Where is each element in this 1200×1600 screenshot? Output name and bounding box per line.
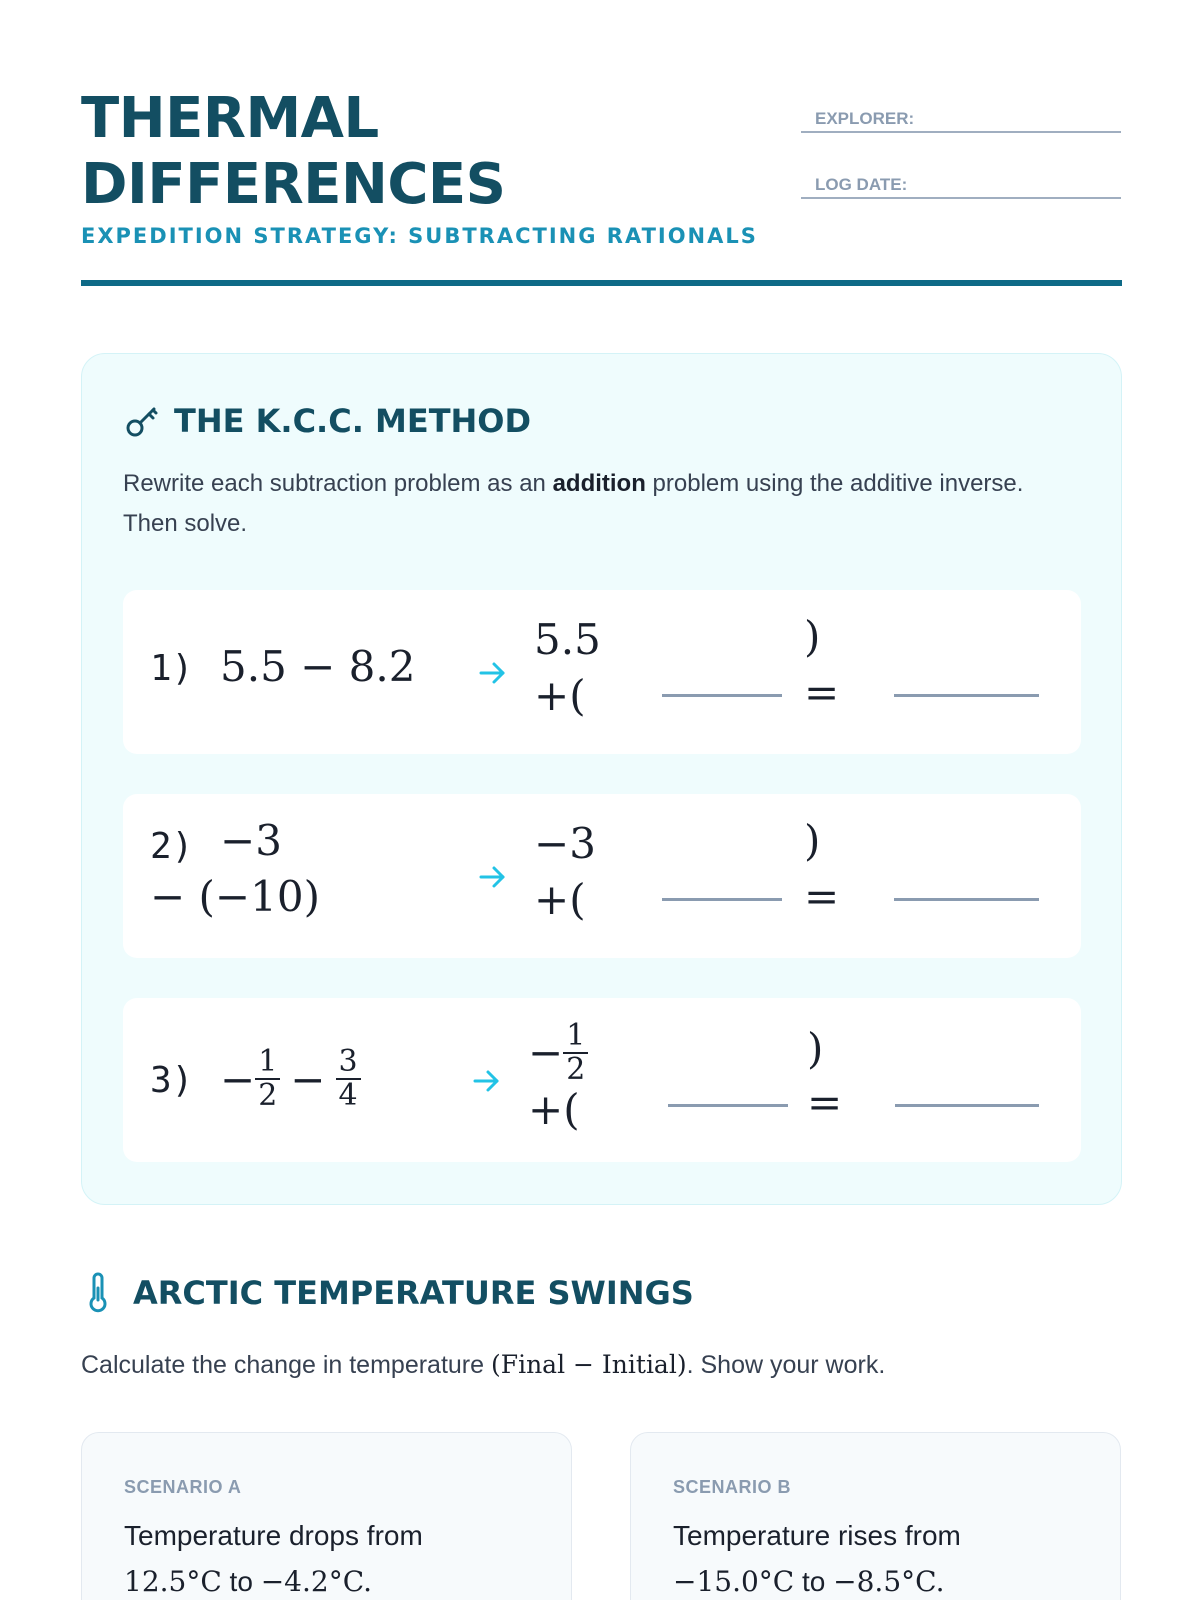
- result-answer-blank[interactable]: [894, 694, 1039, 697]
- fraction-three-quarters: $\frac{3}{4}$: [336, 1046, 361, 1112]
- problem-expression: [220, 1046, 361, 1112]
- arctic-instructions: Calculate the change in temperature (Final − Initial). Show your work.: [81, 1350, 886, 1379]
- method-title: THE K.C.C. METHOD: [174, 402, 532, 440]
- scenario-text: Temperature drops from 12.5°C to −4.2°C.: [124, 1520, 423, 1598]
- inverse-answer-blank[interactable]: [662, 898, 782, 901]
- problem-number: 2): [150, 826, 194, 867]
- inverse-answer-blank[interactable]: [662, 694, 782, 697]
- scenario-text: Temperature rises from −15.0°C to −8.5°C.: [673, 1520, 961, 1598]
- page-title-line1: THERMAL: [81, 86, 379, 151]
- equals-sign: =: [804, 872, 840, 921]
- equals-sign: =: [804, 668, 840, 717]
- arrow-right-icon: [477, 658, 507, 688]
- problem-number: 3): [150, 1060, 194, 1101]
- header-fields: [801, 104, 1121, 236]
- arctic-heading: [81, 1272, 694, 1314]
- rewrite-first-term: − $\frac{1}{2}$: [528, 1020, 588, 1086]
- close-paren: ): [804, 612, 821, 661]
- scenario-card-b: [630, 1432, 1121, 1600]
- result-answer-blank[interactable]: [894, 898, 1039, 901]
- equals-sign: =: [807, 1078, 843, 1127]
- problem-card-2: [123, 794, 1081, 958]
- page-title-line2: DIFFERENCES: [81, 152, 506, 217]
- rewrite-plus-open: +(: [534, 875, 586, 924]
- scenario-label: SCENARIO B: [673, 1477, 792, 1497]
- close-paren: ): [807, 1024, 824, 1073]
- fraction-one-half: $\frac{1}{2}$: [255, 1046, 280, 1112]
- fraction-one-half: $\frac{1}{2}$: [563, 1020, 588, 1086]
- thermometer-icon: [81, 1272, 115, 1314]
- method-instructions: Rewrite each subtraction problem as an addition problem using the additive inverse. Then solve.: [123, 470, 1024, 537]
- problem-card-1: [123, 590, 1081, 754]
- header-divider: [81, 280, 1122, 286]
- log-date-label: LOG DATE:: [815, 175, 908, 194]
- rewrite-stack: [534, 612, 601, 724]
- rewrite-first-term: 5.5: [534, 615, 601, 664]
- explorer-label: EXPLORER:: [815, 109, 915, 128]
- rewrite-first-term: −3: [534, 819, 596, 868]
- problem-expression-line2: − (−10): [150, 872, 320, 921]
- scenario-card-a: [81, 1432, 572, 1600]
- key-icon: [124, 403, 160, 439]
- method-panel: [81, 353, 1122, 1205]
- explorer-field[interactable]: [801, 104, 1121, 133]
- arrow-right-icon: [471, 1066, 501, 1096]
- problem-expression-line1: −3: [220, 816, 282, 865]
- leading-minus: −: [220, 1054, 256, 1104]
- rewrite-stack: [534, 816, 596, 928]
- problem-card-3: [123, 998, 1081, 1162]
- rewrite-plus-open: +(: [534, 671, 586, 720]
- method-heading: [124, 402, 531, 440]
- close-paren: ): [804, 816, 821, 865]
- arctic-title: ARCTIC TEMPERATURE SWINGS: [133, 1274, 694, 1312]
- problem-number: 1): [150, 648, 194, 689]
- minus-sign: −: [290, 1054, 326, 1104]
- arrow-right-icon: [477, 862, 507, 892]
- rewrite-stack: [528, 1020, 588, 1134]
- log-date-field[interactable]: [801, 170, 1121, 199]
- page-subtitle: EXPEDITION STRATEGY: SUBTRACTING RATIONALS: [81, 224, 758, 248]
- scenario-label: SCENARIO A: [124, 1477, 242, 1497]
- rewrite-plus-open: +(: [528, 1085, 580, 1134]
- problem-expression: 5.5 − 8.2: [220, 642, 416, 691]
- inverse-answer-blank[interactable]: [668, 1104, 788, 1107]
- result-answer-blank[interactable]: [895, 1104, 1039, 1107]
